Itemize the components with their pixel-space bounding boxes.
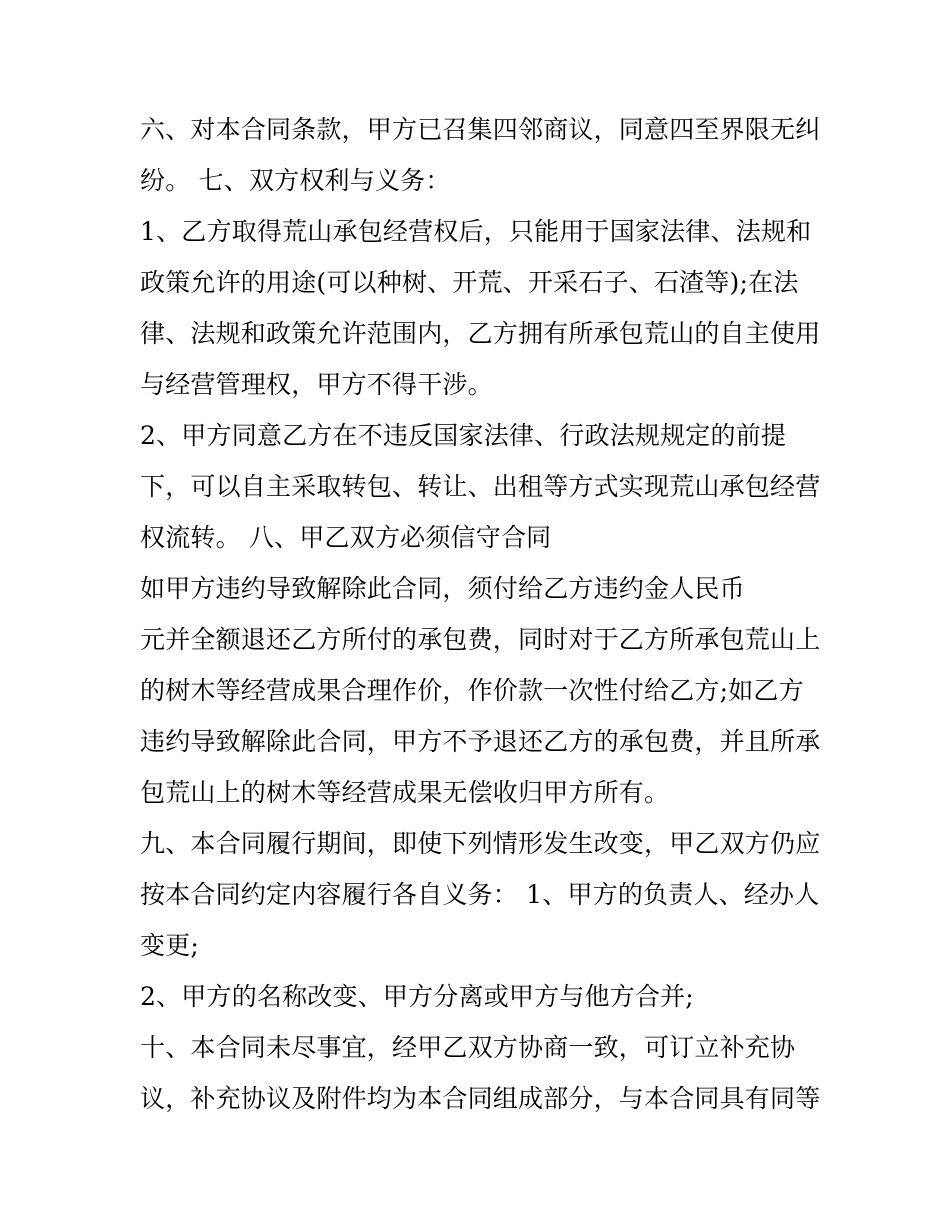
text-line: 1、乙方取得荒山承包经营权后，只能用于国家法律、法规和 bbox=[140, 217, 812, 246]
text-line: 律、法规和政策允许范围内，乙方拥有所承包荒山的自主使用 bbox=[140, 319, 821, 348]
text-line: 六、对本合同条款，甲方已召集四邻商议，同意四至界限无纠 bbox=[140, 115, 821, 144]
text-line: 权流转。 八、甲乙双方必须信守合同 bbox=[140, 523, 552, 552]
text-line: 下，可以自主采取转包、转让、出租等方式实现荒山承包经营 bbox=[140, 472, 821, 501]
text-line: 2、甲方的名称改变、甲方分离或甲方与他方合并; bbox=[140, 982, 694, 1011]
text-line: 九、本合同履行期间，即使下列情形发生改变，甲乙双方仍应 bbox=[140, 829, 821, 858]
text-line: 违约导致解除此合同，甲方不予退还乙方的承包费，并且所承 bbox=[140, 727, 821, 756]
text-line: 元并全额退还乙方所付的承包费，同时对于乙方所承包荒山上 bbox=[140, 625, 821, 654]
text-line: 的树木等经营成果合理作价，作价款一次性付给乙方;如乙方 bbox=[140, 676, 804, 705]
text-line: 议，补充协议及附件均为本合同组成部分，与本合同具有同等 bbox=[140, 1084, 821, 1113]
text-line: 包荒山上的树木等经营成果无偿收归甲方所有。 bbox=[140, 778, 670, 807]
text-line: 2、甲方同意乙方在不违反国家法律、行政法规规定的前提 bbox=[140, 421, 787, 450]
text-line: 按本合同约定内容履行各自义务： 1、甲方的负责人、经办人 bbox=[140, 880, 820, 909]
text-line: 如甲方违约导致解除此合同，须付给乙方违约金人民币 bbox=[140, 574, 745, 603]
text-line: 与经营管理权，甲方不得干涉。 bbox=[140, 370, 493, 399]
document-body bbox=[140, 104, 820, 1124]
text-line: 十、本合同未尽事宜，经甲乙双方协商一致，可订立补充协 bbox=[140, 1033, 796, 1062]
text-line: 政策允许的用途(可以种树、开荒、开采石子、石渣等);在法 bbox=[140, 268, 799, 297]
text-line: 变更; bbox=[140, 931, 200, 960]
text-line: 纷。 七、双方权利与义务： bbox=[140, 166, 451, 195]
